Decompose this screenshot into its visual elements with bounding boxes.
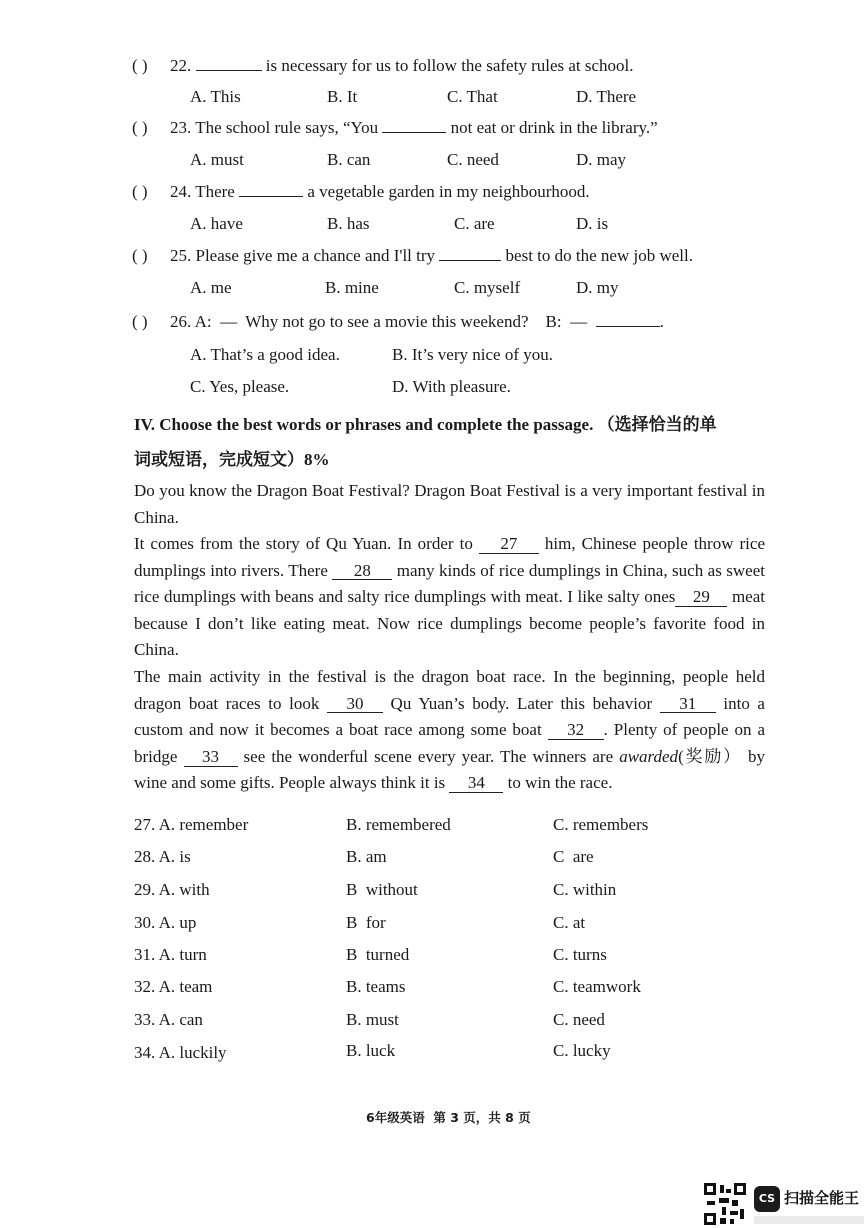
section-heading-cont: 词或短语，完成短文）8% bbox=[134, 450, 330, 469]
option-c: C. That bbox=[447, 87, 498, 106]
option-b: B turned bbox=[346, 945, 410, 964]
passage-paragraph-2: It comes from the story of Qu Yuan. In order to 27 him, Chinese people throw rice dumplings into rivers. There 28 many kinds of rice dumplings in China, such as sweet rice dumplings with beans and salty rice dumplings with meat. I like salty ones 29 meat because I don’t like eating meat. Now rice dumplings become people’s favorite food in China. bbox=[134, 534, 765, 660]
answer-blank bbox=[596, 326, 660, 327]
option-c: C. are bbox=[454, 214, 495, 233]
option-b: B without bbox=[346, 880, 418, 899]
answer-paren[interactable]: ( ) bbox=[132, 182, 148, 201]
option-a: 27. A. remember bbox=[134, 815, 249, 834]
blank-30: 30 bbox=[327, 695, 383, 714]
qr-code-icon bbox=[704, 1183, 746, 1225]
option-a: A. must bbox=[190, 150, 244, 169]
option-c: C. need bbox=[447, 150, 499, 169]
blank-29: 29 bbox=[675, 588, 727, 607]
option-b: B. luck bbox=[346, 1041, 396, 1060]
question-stem: 25. Please give me a chance and I'll try best to do the new job well. bbox=[170, 246, 693, 265]
option-a: 33. A. can bbox=[134, 1010, 203, 1029]
passage-paragraph-1: Do you know the Dragon Boat Festival? Dragon Boat Festival is a very important festival in China. bbox=[134, 481, 765, 527]
option-c: C. need bbox=[553, 1010, 605, 1029]
section-heading: IV. Choose the best words or phrases and complete the passage. （选择恰当的单 bbox=[134, 415, 717, 434]
answer-blank bbox=[196, 70, 262, 71]
option-b: B. mine bbox=[325, 278, 379, 297]
option-c: C. at bbox=[553, 913, 586, 932]
option-b: B. must bbox=[346, 1010, 399, 1029]
answer-blank bbox=[439, 260, 501, 261]
option-b: B for bbox=[346, 913, 386, 932]
answer-paren[interactable]: ( ) bbox=[132, 312, 148, 331]
question-stem: 23. The school rule says, “You not eat or drink in the library.” bbox=[170, 118, 658, 137]
option-c: C are bbox=[553, 847, 594, 866]
question-stem: 24. There a vegetable garden in my neighbourhood. bbox=[170, 182, 590, 201]
question-stem: 26. A: — Why not go to see a movie this weekend? B: — . bbox=[170, 312, 664, 331]
awarded-word: awarded bbox=[619, 746, 679, 766]
option-c: C. Yes, please. bbox=[190, 377, 290, 396]
option-a: A. This bbox=[190, 87, 241, 106]
passage-paragraph-3: The main activity in the festival is the dragon boat race. In the beginning, people held dragon boat races to look 30 Qu Yuan’s body. Later this behavior 31 into a custom and now it becomes a boat race among some boat 32 . Plenty of people on a bridge 33 see the wonderful scene every year. The winners are awarded(奖励） by wine and some gifts. People always think it is 34 to win the race. bbox=[134, 667, 766, 793]
camscanner-logo-icon: CS bbox=[754, 1186, 780, 1212]
option-d: D. my bbox=[576, 278, 619, 297]
blank-28: 28 bbox=[332, 562, 392, 581]
option-c: C. within bbox=[553, 880, 617, 899]
option-a: A. have bbox=[190, 214, 243, 233]
option-b: B. can bbox=[327, 150, 371, 169]
option-b: B. am bbox=[346, 847, 387, 866]
option-d: D. may bbox=[576, 150, 627, 169]
option-c: C. remembers bbox=[553, 815, 649, 834]
option-d: D. There bbox=[576, 87, 637, 106]
page-footer: 6年级英语 第 3 页，共 8 页 bbox=[366, 1110, 531, 1125]
option-d: D. is bbox=[576, 214, 609, 233]
option-a: 28. A. is bbox=[134, 847, 191, 866]
option-b: B. remembered bbox=[346, 815, 451, 834]
option-c: C. teamwork bbox=[553, 977, 641, 996]
option-b: B. It bbox=[327, 87, 358, 106]
option-b: B. It’s very nice of you. bbox=[392, 345, 553, 364]
option-a: A. That’s a good idea. bbox=[190, 345, 340, 364]
blank-32: 32 bbox=[548, 721, 604, 740]
option-a: A. me bbox=[190, 278, 232, 297]
option-a: 34. A. luckily bbox=[134, 1043, 227, 1062]
option-b: B. has bbox=[327, 214, 370, 233]
blank-31: 31 bbox=[660, 695, 716, 714]
option-a: 31. A. turn bbox=[134, 945, 207, 964]
watermark-strip bbox=[754, 1216, 864, 1224]
option-d: D. With pleasure. bbox=[392, 377, 511, 396]
answer-blank bbox=[382, 132, 446, 133]
scanner-watermark-text: 扫描全能王 bbox=[784, 1189, 860, 1207]
answer-paren[interactable]: ( ) bbox=[132, 118, 148, 137]
answer-blank bbox=[239, 196, 303, 197]
option-a: 29. A. with bbox=[134, 880, 210, 899]
blank-33: 33 bbox=[184, 748, 238, 767]
option-c: C. lucky bbox=[553, 1041, 611, 1060]
blank-34: 34 bbox=[449, 774, 503, 793]
option-b: B. teams bbox=[346, 977, 406, 996]
blank-27: 27 bbox=[479, 535, 539, 554]
question-stem: 22. is necessary for us to follow the safety rules at school. bbox=[170, 56, 634, 75]
option-a: 32. A. team bbox=[134, 977, 213, 996]
answer-paren[interactable]: ( ) bbox=[132, 56, 148, 75]
answer-paren[interactable]: ( ) bbox=[132, 246, 148, 265]
option-a: 30. A. up bbox=[134, 913, 197, 932]
option-c: C. myself bbox=[454, 278, 521, 297]
option-c: C. turns bbox=[553, 945, 607, 964]
